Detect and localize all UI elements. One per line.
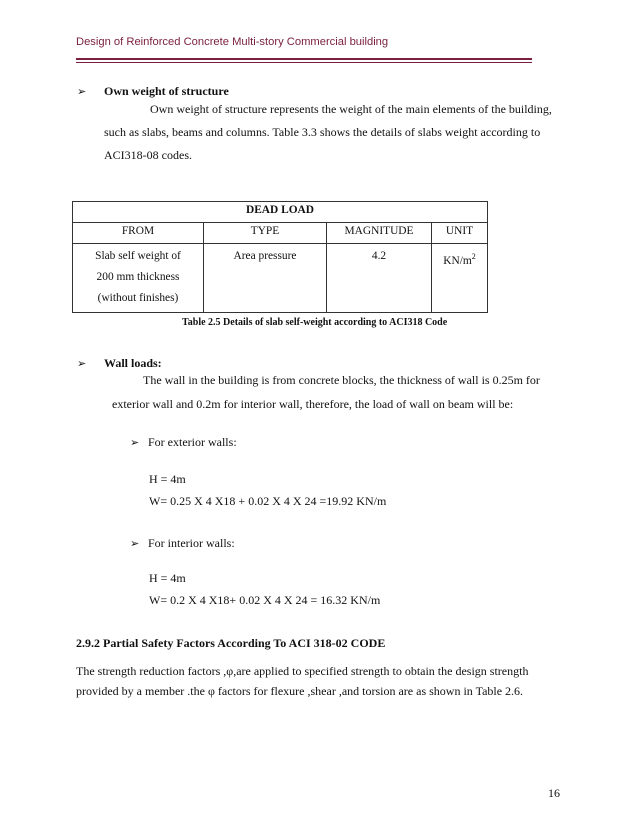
formula-exterior-load: W= 0.25 X 4 X18 + 0.02 X 4 X 24 =19.92 KN/m [149,494,387,508]
column-header-type: TYPE [204,223,327,244]
formula-height: H = 4m [149,571,186,585]
paragraph-line: such as slabs, beams and columns. Table 3.3 shows the details of slabs weight according to [104,125,541,139]
heading-wall-loads: Wall loads: [104,356,162,370]
cell-from [73,244,204,313]
column-header-from: FROM [73,223,204,244]
bullet-arrow-icon: ➢ [130,436,140,449]
cell-from-line: Slab self weight of [95,250,181,262]
cell-unit [432,244,488,313]
table-caption: Table 2.5 Details of slab self-weight according to ACI318 Code [182,317,448,328]
bullet-arrow-icon: ➢ [77,357,87,370]
paragraph-line: The wall in the building is from concrete blocks, the thickness of wall is 0.25m for [143,373,540,387]
cell-from-line: 200 mm thickness [96,271,180,283]
heading-own-weight: Own weight of structure [104,84,229,98]
cell-from-line: (without finishes) [97,292,179,304]
subheading-exterior-walls: For exterior walls: [148,435,237,449]
header-divider-thin [76,62,532,63]
paragraph [76,661,566,701]
unit-text: KN/m [443,254,472,267]
running-header: Design of Reinforced Concrete Multi-story Commercial building [76,36,389,48]
paragraph-line: The strength reduction factors ,φ,are applied to specified strength to obtain the design strength [76,664,529,678]
paragraph-line: Own weight of structure represents the weight of the main elements of the building, [150,102,552,116]
bullet-arrow-icon: ➢ [77,85,87,98]
formula-height: H = 4m [149,472,186,486]
paragraph-line: exterior wall and 0.2m for interior wall, therefore, the load of wall on beam will be: [112,397,514,411]
dead-load-table [72,201,488,313]
section-heading: 2.9.2 Partial Safety Factors According To ACI 318-02 CODE [76,636,386,650]
table-title: DEAD LOAD [73,202,488,223]
column-header-unit: UNIT [432,223,488,244]
paragraph-line: ACI318-08 codes. [104,148,192,162]
cell-type: Area pressure [204,244,327,313]
subheading-interior-walls: For interior walls: [148,536,235,550]
column-header-magnitude: MAGNITUDE [327,223,432,244]
header-divider [76,58,532,60]
cell-magnitude: 4.2 [327,244,432,313]
bullet-arrow-icon: ➢ [130,537,140,550]
formula-interior-load: W= 0.2 X 4 X18+ 0.02 X 4 X 24 = 16.32 KN/m [149,593,381,607]
unit-superscript: 2 [471,252,476,261]
page-number: 16 [548,786,560,800]
table-row [73,244,488,313]
paragraph-line: provided by a member .the φ factors for flexure ,shear ,and torsion are as shown in Table 2.6. [76,684,524,698]
